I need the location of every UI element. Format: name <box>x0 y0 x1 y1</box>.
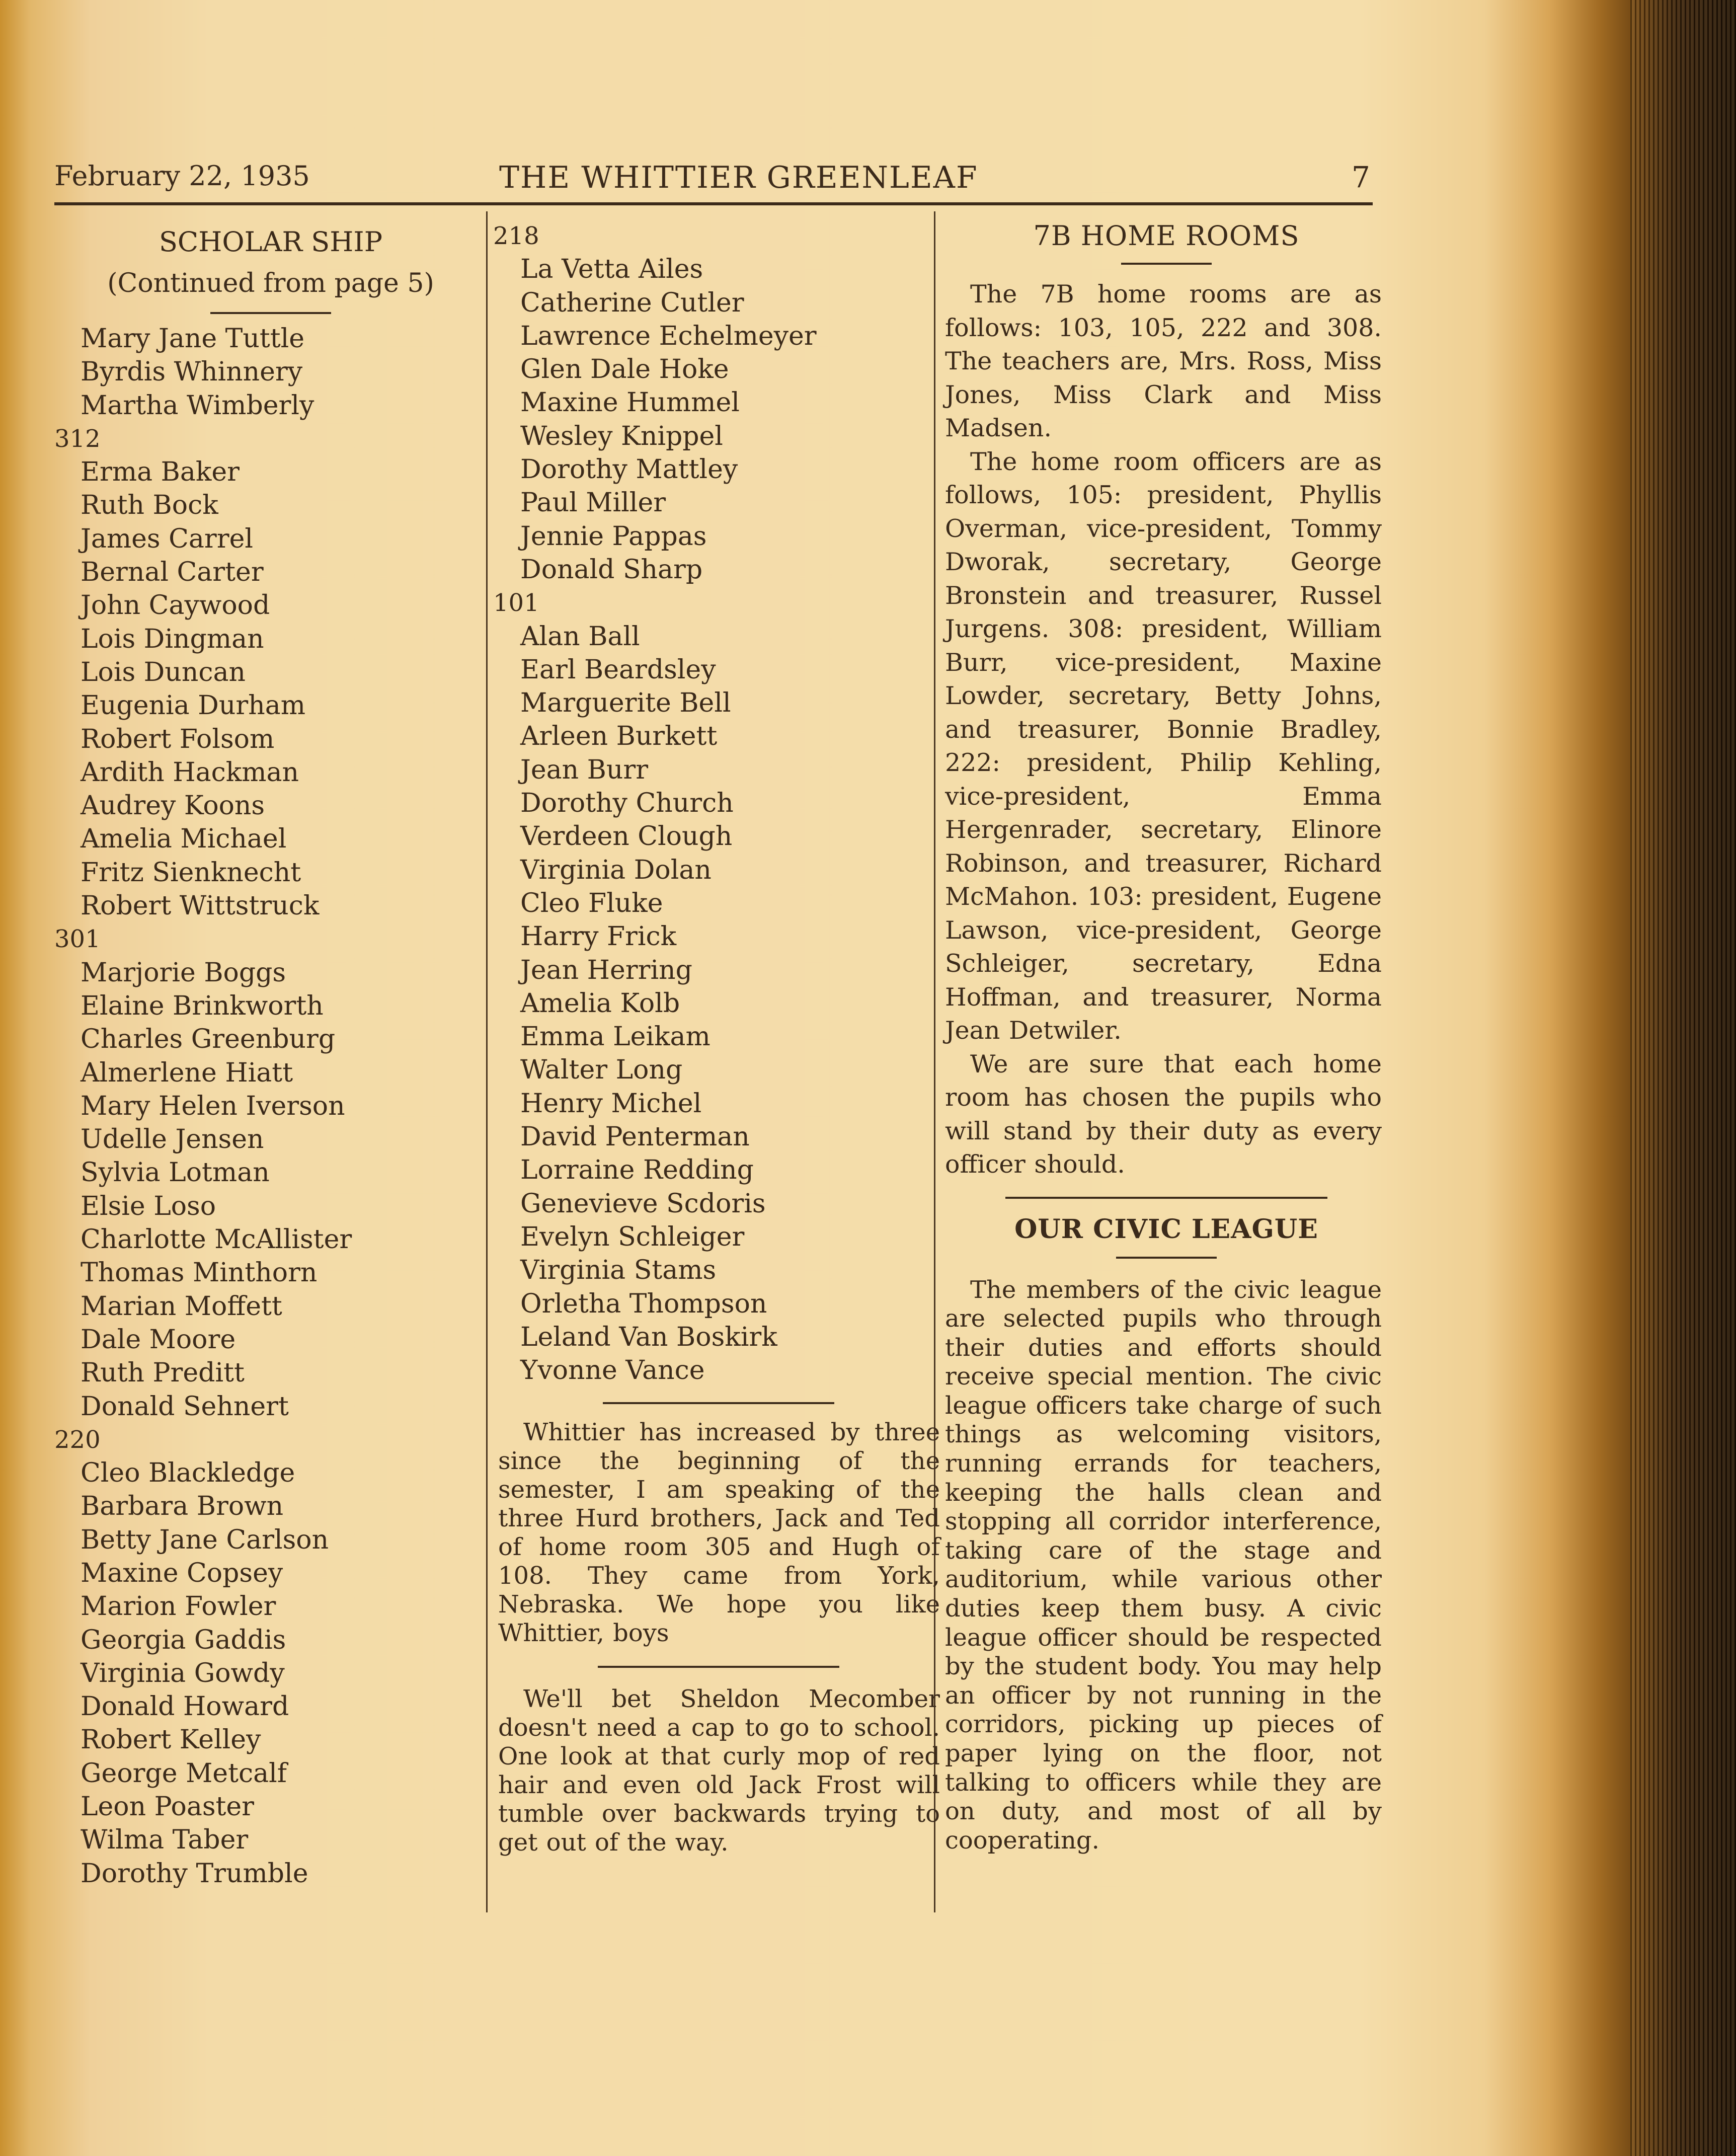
list-item: Marian Moffett <box>81 1291 282 1322</box>
scholarship-list <box>54 322 487 422</box>
list-item: Ruth Preditt <box>81 1358 245 1389</box>
list-item: Maxine Hummel <box>520 388 740 418</box>
list-item: John Caywood <box>81 590 270 621</box>
list-item: Evelyn Schleiger <box>520 1221 745 1252</box>
room-220-list <box>54 1456 487 1890</box>
list-item: Cleo Fluke <box>520 888 663 918</box>
list-item: Martha Wimberly <box>81 390 314 421</box>
issue-date: February 22, 1935 <box>54 160 310 192</box>
list-item: Udelle Jensen <box>81 1124 264 1155</box>
list-item: Byrdis Whinnery <box>81 357 303 388</box>
list-item: Charles Greenburg <box>81 1024 336 1055</box>
list-item: Lawrence Echelmeyer <box>520 321 817 351</box>
list-item: Erma Baker <box>81 457 240 488</box>
list-item: Dale Moore <box>81 1324 236 1355</box>
list-item: David Penterman <box>520 1122 750 1152</box>
list-item: Ruth Bock <box>81 490 218 521</box>
room-101-list <box>492 620 945 1388</box>
list-item: Jennie Pappas <box>520 521 707 552</box>
list-item: Mary Jane Tuttle <box>81 324 305 354</box>
list-item: Marguerite Bell <box>520 688 731 719</box>
civic-league-rule <box>1116 1257 1217 1259</box>
list-item: Robert Wittstruck <box>81 891 320 921</box>
home-rooms-intro: The 7B home rooms are as follows: 103, 105, 222 and 308. The teachers are, Mrs. Ross, Miss Jones, Miss Clark and Miss Madsen. <box>945 280 1382 442</box>
list-item: Glen Dale Hoke <box>520 354 729 385</box>
list-item: Marion Fowler <box>81 1591 276 1622</box>
list-item: Charlotte McAllister <box>81 1224 352 1255</box>
list-item: Betty Jane Carlson <box>81 1524 329 1555</box>
list-item: Mary Helen Iverson <box>81 1091 345 1121</box>
list-item: Orletha Thompson <box>520 1288 767 1319</box>
civic-league-article: The members of the civic league are selected pupils who through their duties and efforts should receive special mention. The civic league officers take charge of such things as welcoming visitors, running errands for teachers, keeping the halls clean and stopping all corridor interference, taking care of the stage and auditorium, while various other duties keep them busy. A civic league officer should be respected by the student body. You may help an officer by not running in the corridors, picking up pieces of paper lying on the floor, not talking to officers while they are on duty, and most of all by cooperating. <box>945 1275 1382 1855</box>
list-item: Almerlene Hiatt <box>81 1057 293 1088</box>
list-item: Sylvia Lotman <box>81 1158 270 1188</box>
list-item: George Metcalf <box>81 1758 287 1789</box>
list-item: Verdeen Clough <box>520 821 733 852</box>
list-item: Wilma Taber <box>81 1825 249 1856</box>
list-item: Donald Sharp <box>520 554 703 585</box>
page-header <box>54 160 1383 205</box>
room-218-list <box>492 253 945 586</box>
list-item: Earl Beardsley <box>520 654 716 685</box>
section-rule <box>210 312 331 314</box>
list-item: Harry Frick <box>520 921 677 952</box>
list-item: Amelia Kolb <box>520 988 680 1019</box>
list-item: Catherine Cutler <box>520 287 744 318</box>
list-item: Dorothy Trumble <box>81 1858 308 1889</box>
list-item: Jean Herring <box>520 955 692 985</box>
list-item: James Carrel <box>81 523 254 554</box>
home-rooms-closing: We are sure that each home room has chosen the pupils who will stand by their duty as every officer should. <box>945 1049 1382 1179</box>
list-item: Alan Ball <box>520 621 640 652</box>
room-220-label: 220 <box>54 1425 101 1454</box>
room-101-label: 101 <box>493 589 539 618</box>
list-item: Bernal Carter <box>81 557 264 588</box>
sheldon-article: We'll bet Sheldon Mecomber doesn't need a cap to go to school. One look at that curly mop of red hair and even old Jack Frost will tumble over backwards trying to get out of the way. <box>498 1685 940 1857</box>
continued-note: (Continued from page 5) <box>107 268 434 298</box>
list-item: Arleen Burkett <box>520 721 718 752</box>
room-312-label: 312 <box>54 424 101 453</box>
list-item: Lois Duncan <box>81 657 246 687</box>
list-item: Robert Folsom <box>81 724 275 754</box>
article-rule-1 <box>603 1402 834 1404</box>
list-item: Lois Dingman <box>81 624 264 654</box>
hurd-brothers-article: Whittier has increased by three since the beginning of the semester, I am speaking of the three Hurd brothers, Jack and Ted of home room 305 and Hugh of 108. They came from York, Nebraska. We hope you like Whittier, boys <box>498 1418 940 1648</box>
list-item: Jean Burr <box>520 754 649 785</box>
list-item: Donald Sehnert <box>81 1391 289 1422</box>
list-item: Walter Long <box>520 1055 683 1086</box>
article-rule-2 <box>598 1666 839 1668</box>
list-item: Virginia Dolan <box>520 855 712 885</box>
room-301-label: 301 <box>54 925 101 954</box>
list-item: Lorraine Redding <box>520 1155 754 1186</box>
scholarship-title: SCHOLAR SHIP <box>159 226 383 258</box>
list-item: Virginia Gowdy <box>81 1658 285 1688</box>
list-item: Cleo Blackledge <box>81 1458 295 1489</box>
column-scholarship <box>54 211 487 1890</box>
list-item: Yvonne Vance <box>520 1355 705 1386</box>
list-item: Audrey Koons <box>81 791 265 821</box>
list-item: Leon Poaster <box>81 1792 255 1822</box>
list-item: Genevieve Scdoris <box>520 1188 766 1219</box>
civic-league-title: OUR CIVIC LEAGUE <box>1014 1213 1318 1245</box>
list-item: Ardith Hackman <box>81 757 299 788</box>
list-item: Amelia Michael <box>81 824 287 855</box>
list-item: Robert Kelley <box>81 1725 261 1755</box>
list-item: Henry Michel <box>520 1088 702 1119</box>
list-item: Wesley Knippel <box>520 421 723 451</box>
room-218-label: 218 <box>493 222 539 250</box>
list-item: Emma Leikam <box>520 1022 711 1052</box>
list-item: La Vetta Ailes <box>520 254 703 285</box>
page-number: 7 <box>1352 160 1370 194</box>
list-item: Marjorie Boggs <box>81 957 286 988</box>
list-item: Thomas Minthorn <box>81 1258 318 1288</box>
room-301-list <box>54 956 487 1423</box>
list-item: Dorothy Mattley <box>520 454 738 485</box>
home-rooms-officers: The home room officers are as follows, 105: president, Phyllis Overman, vice-president, Tommy Dworak, secretary, George Bronstein and treasurer, Russel Jurgens. 308: president, William Burr, vice-president, Maxine Lowder, secretary, Betty Johns, and treasurer, Bonnie Bradley, 222: president, Philip Kehling, vice-president, Emma Hergenrader, secretary, Elinore Robinson, and treasurer, Richard McMahon. 103: president, Eugene Lawson, vice-president, George Schleiger, secretary, Edna Hoffman, and treasurer, Norma Jean Detwiler. <box>945 447 1382 1045</box>
header-rule <box>54 202 1373 205</box>
home-rooms-title: 7B HOME ROOMS <box>1033 220 1300 252</box>
list-item: Donald Howard <box>81 1691 289 1722</box>
list-item: Paul Miller <box>520 488 666 518</box>
list-item: Leland Van Boskirk <box>520 1322 777 1352</box>
list-item: Virginia Stams <box>520 1255 717 1286</box>
column-right <box>945 211 1388 1855</box>
list-item: Dorothy Church <box>520 788 734 819</box>
list-item: Barbara Brown <box>81 1491 284 1522</box>
list-item: Elaine Brinkworth <box>81 990 324 1021</box>
list-item: Eugenia Durham <box>81 690 306 721</box>
civic-league-top-rule <box>1005 1197 1327 1199</box>
room-312-list <box>54 455 487 922</box>
column-middle <box>492 211 945 1857</box>
home-rooms-rule <box>1121 263 1212 265</box>
newspaper-title: THE WHITTIER GREENLEAF <box>499 160 978 195</box>
list-item: Georgia Gaddis <box>81 1625 286 1655</box>
list-item: Fritz Sienknecht <box>81 857 301 888</box>
list-item: Maxine Copsey <box>81 1558 283 1588</box>
list-item: Elsie Loso <box>81 1191 216 1221</box>
